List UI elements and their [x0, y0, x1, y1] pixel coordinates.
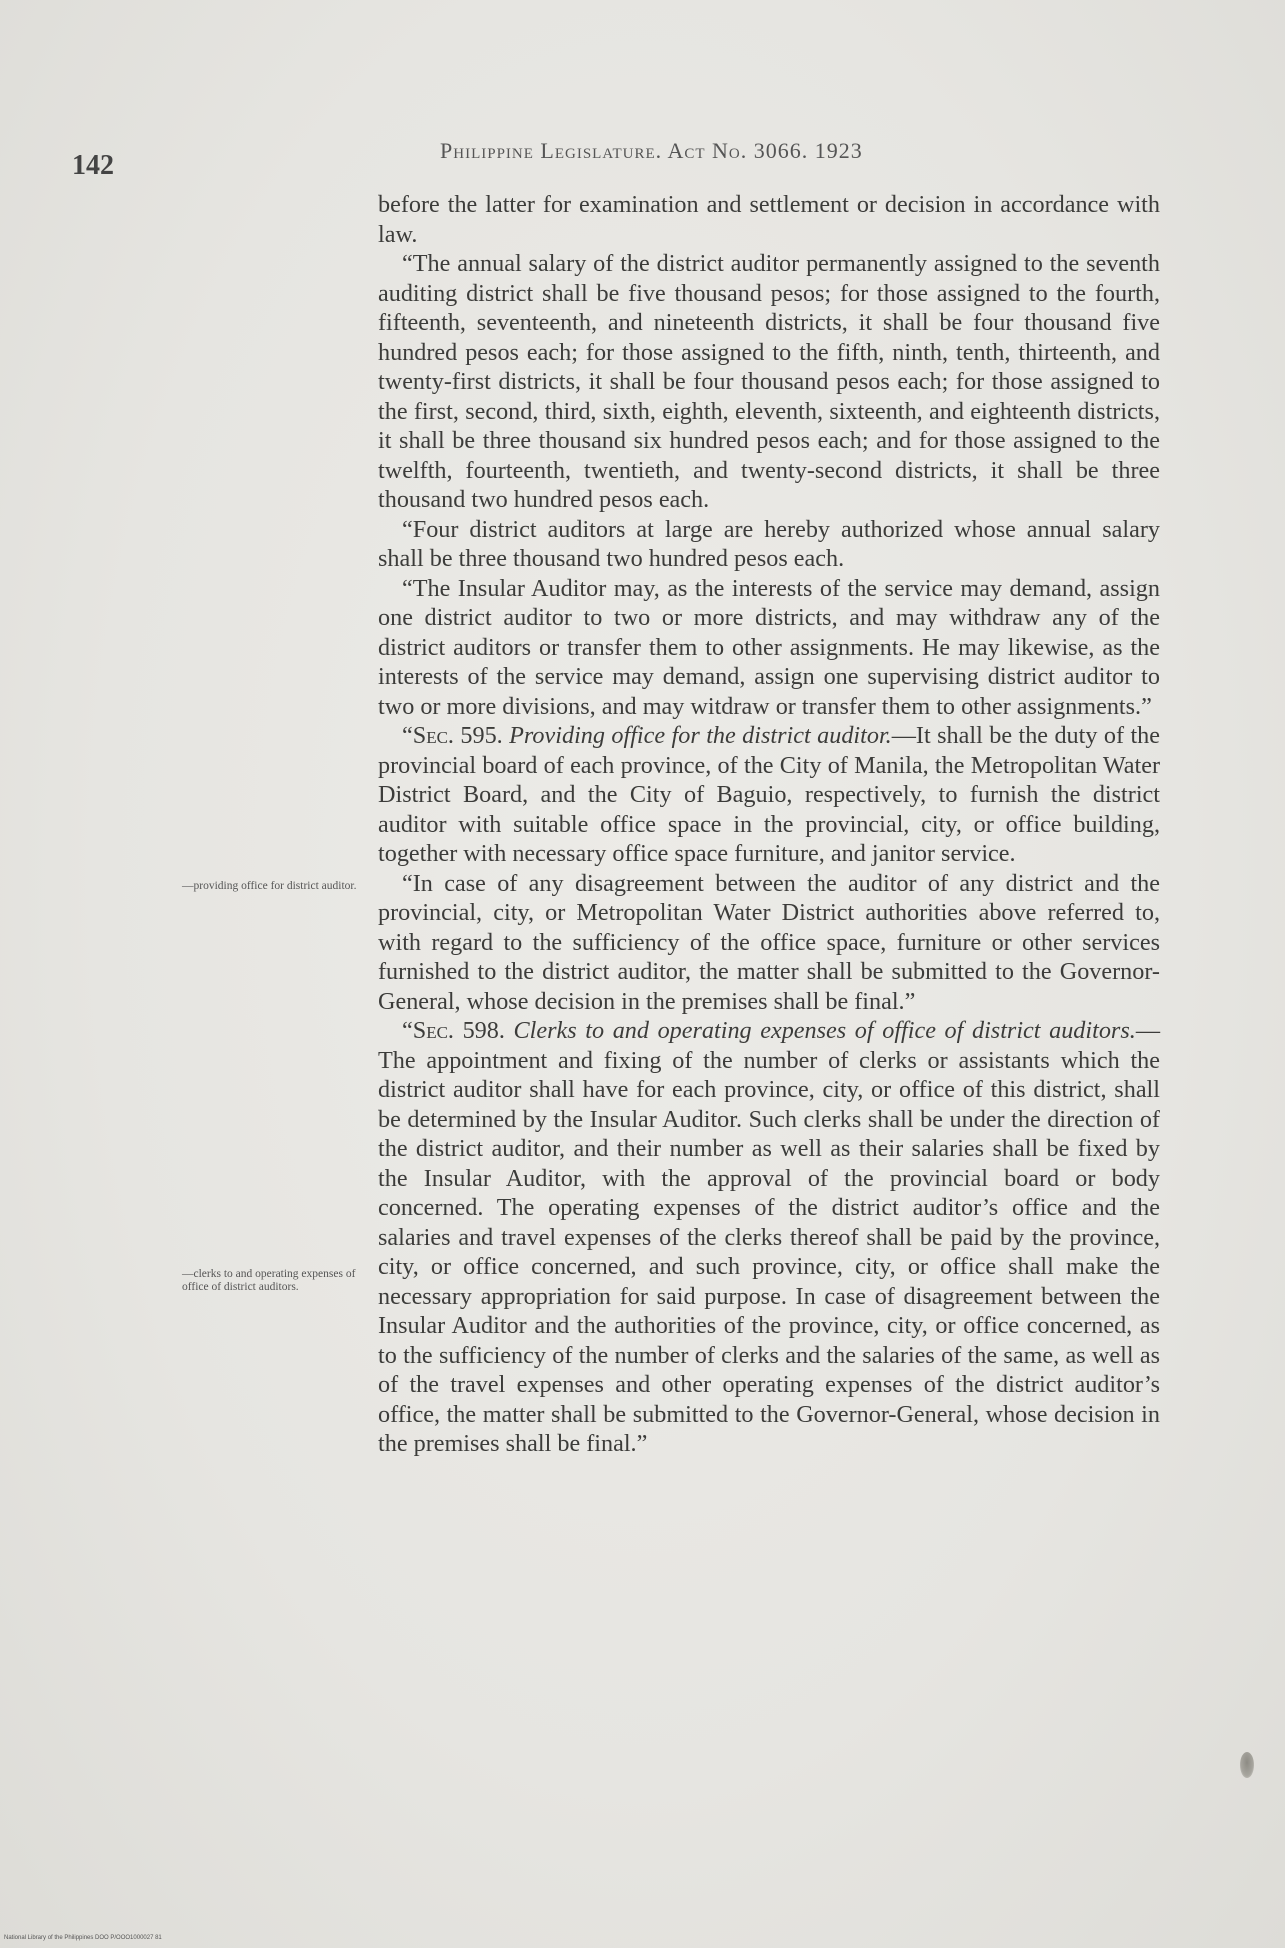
section-598: [378, 1016, 1160, 1459]
paragraph: before the latter for examination and settlement or decision in accordance with law.: [378, 191, 1160, 248]
section-number: “Sec. 595.: [402, 722, 503, 749]
section-title: Clerks to and operating expenses of office of district auditors.: [513, 1017, 1136, 1044]
body-text: [378, 190, 1160, 1459]
section-body: —It shall be the duty of the provincial board of each province, of the City of Manila, the Metropolitan Water District Board, and the City of Baguio, respectively, to furnish the district auditor with suitable office space in the provincial, city, or office building, together with necessary office space furniture, and janitor service.: [378, 722, 1160, 867]
paragraph: “In case of any disagreement between the auditor of any district and the provincial, city, or Metropolitan Water District authorities above referred to, with regard to the sufficiency of the office space, furniture or other services furnished to the district auditor, the matter shall be submitted to the Governor-General, whose decision in the premises shall be final.”: [378, 869, 1160, 1015]
paragraph: “The Insular Auditor may, as the interests of the service may demand, assign one district auditor to two or more districts, and may withdraw any of the district auditors or transfer them to other assignments. He may likewise, as the interests of the service may demand, assign one supervising district auditor to two or more divisions, and may witdraw or transfer them to other assignments.”: [378, 574, 1160, 720]
margin-note-providing-office: —providing office for district auditor.: [182, 880, 357, 892]
page-number: 142: [72, 150, 114, 181]
section-595: [378, 721, 1160, 869]
paragraph: “Four district auditors at large are hereby authorized whose annual salary shall be three thousand two hundred pesos each.: [378, 515, 1160, 572]
running-head: Philippine Legislature. Act No. 3066. 1923: [440, 138, 863, 163]
paragraph: “The annual salary of the district auditor permanently assigned to the seventh auditing district shall be five thousand pesos; for those assigned to the fourth, fifteenth, seventeenth, and nineteenth districts, it shall be four thousand five hundred pesos each; for those assigned to the fifth, ninth, tenth, thirteenth, and twenty-first districts, it shall be four thousand pesos each; for those assigned to the first, second, third, sixth, eighth, eleventh, sixteenth, and eighteenth districts, it shall be three thousand six hundred pesos each; and for those assigned to the twelfth, fourteenth, twentieth, and twenty-second districts, it shall be three thousand two hundred pesos each.: [378, 250, 1160, 513]
section-title: Providing office for the district auditor.: [509, 722, 892, 749]
scan-credit: National Library of the Philippines DOO P/OOO1000027 81: [4, 1935, 162, 1941]
scan-smudge: [1240, 1752, 1254, 1778]
section-number: “Sec. 598.: [402, 1017, 505, 1044]
section-body: —The appointment and fixing of the number of clerks or assistants which the district auditor shall have for each province, city, or office of this district, shall be determined by the Insular Auditor. Such clerks shall be under the direction of the district auditor, and their number as well as their salaries shall be fixed by the Insular Auditor, with the approval of the provincial board or body concerned. The operating expenses of the district auditor’s office and the salaries and travel expenses of the clerks thereof shall be paid by the province, city, or office concerned, and such province, city, or office shall make the necessary appropriation for said purpose. In case of disagreement between the Insular Auditor and the authorities of the province, city, or office concerned, as to the sufficiency of the number of clerks and the salaries of the same, as well as of the travel expenses and other operating expenses of the district auditor’s office, the matter shall be submitted to the Governor-General, whose decision in the premises shall be final.”: [378, 1017, 1160, 1457]
margin-note-clerks: —clerks to and operating expenses of office of district auditors.: [182, 1268, 356, 1293]
